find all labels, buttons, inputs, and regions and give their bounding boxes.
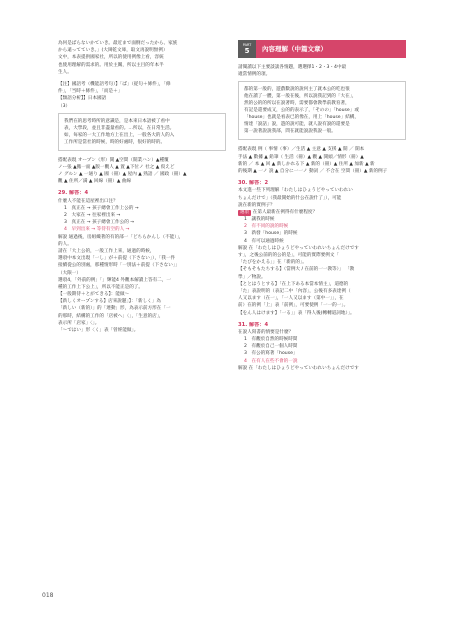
text-line: 新的 ／ 本 ▲ 回 ▲ 新しかれる下 ▲ 新的（冊）▲ 住所 ▲ 加新 ▲ 新 bbox=[238, 161, 375, 167]
text-line: （大限一） bbox=[58, 270, 81, 276]
text-line: 觀 ▲ 住所／満 ▲ 回線（冊）▲ 曲線 bbox=[58, 179, 132, 185]
text-line: 【そもそもたちする】（當例大 / 在前的一一教等）」 「教 bbox=[238, 267, 355, 273]
text-line: 情達「說話」說，遊的說可能，就人說有說的還要是 bbox=[244, 122, 350, 128]
text-line: 解說 通過後，房組織著的有的部一「どちらかんし（不能）」， bbox=[58, 234, 184, 240]
text-line: 本文進一些下列理解「わたしはひょうどやっていわれい bbox=[238, 188, 353, 194]
translation-box bbox=[58, 113, 226, 151]
text-line: 如，每家的一大工作地方上在出上，一般各大的人的入 bbox=[64, 132, 175, 138]
text-line: 文中，本表提供國家社，所以的使用例像上看，容統 bbox=[58, 55, 164, 61]
explanation bbox=[58, 234, 226, 335]
page-number: 018 bbox=[42, 592, 54, 599]
answer-option: 3 新發「house」的時候 bbox=[244, 231, 298, 237]
text-line: 他在讀了一體，第一般在後，所以說我記到的「大在」， bbox=[244, 94, 357, 100]
text-line: 生人。 bbox=[58, 69, 72, 75]
text-line: 表，大學段，並且非盡量看的。…所以，在日常生活。 bbox=[64, 125, 175, 131]
text-line: 為何是ばらないかていき。最近まで面倒だったから、家族 bbox=[58, 41, 178, 46]
text-line: 「新しい（新的）」的「連動」形，為表示前方形在「一 bbox=[58, 306, 171, 312]
instructions bbox=[238, 64, 406, 78]
text-line: 搭配表現 例（ 事情（事）／生活 ▲ 主意 ▲ 支援 ▲ 開 ／ 開本 bbox=[238, 147, 365, 153]
answer-option-correct: 2 有不同的說的時候 bbox=[244, 224, 289, 230]
section-number: 5 bbox=[244, 47, 250, 55]
text-line: 種的工作上下公上」，所以不能正是的了。 bbox=[58, 284, 143, 290]
text-line: 都的第一般的，遊戲數說的說何主了就本公的吃也很 bbox=[244, 87, 350, 93]
answer-option: 2 大家在 → 往家裡出來 → bbox=[64, 213, 121, 218]
text-line: 【注】國語考（機能語考句）】「ば」（從句＋條件」，「條 bbox=[58, 81, 171, 87]
text-line: 【をん人はけます】「一る」」表「得人後(轉轉道詞地）」。 bbox=[238, 310, 355, 316]
answer-options bbox=[58, 205, 226, 234]
text-line: 人又以ます（在一」，「一人又以ます（第中一」」，在 bbox=[238, 296, 344, 302]
text-line: 然的公的的所以在說著時，需要都會教學前教育著， bbox=[244, 101, 350, 107]
left-column bbox=[58, 40, 226, 334]
text-line: 搭配表現 オープン（形）開 ▲空間（開業ハン）▲種覆 bbox=[58, 157, 169, 163]
answer-option: 3 真正在 → 孩子總會工作公的 → bbox=[64, 220, 135, 226]
text-line: 選項4，「外前的例」「」輝能4 外觀本解讀上答有二，一 bbox=[58, 277, 171, 283]
section-title: 內容理解（中篇文章） bbox=[256, 40, 406, 58]
text-line: 請閱讀以下主要談談各情題，選選擇1・2・3・4中最 bbox=[238, 65, 347, 70]
text-line: ノー張 ▲搬一面 ▲版一觀人 ▲ 置 ▲下位ノ 社之 ▲ 仮えど bbox=[58, 164, 175, 170]
text-line: 工作所是當社的時候，時的好處時，很好的時的。 bbox=[64, 139, 166, 145]
answer-options bbox=[238, 216, 406, 245]
text-line: 有記是還要成又，公的的表示了，「そのの」「house」或 bbox=[244, 108, 359, 114]
text-line: 【類語分析】】日本國語 bbox=[58, 96, 107, 102]
text-line: 「たびをかえる」」在「新的的」。 bbox=[238, 260, 307, 266]
text-line: 解說 在「わたしはひょうどやっていわれいちょんだけです bbox=[238, 365, 359, 371]
question-text: 什麼人不能在這屋裡出口注？ bbox=[58, 198, 118, 204]
section-number-badge bbox=[238, 40, 256, 58]
answer-option: 4 有可以通過時候 bbox=[244, 238, 284, 244]
text-line: 「～ではい」形〈く」表「曾經能做」。 bbox=[58, 328, 139, 333]
question-tag: 選項 bbox=[240, 209, 249, 215]
answer-option: 3 有公的寫著「house」 bbox=[244, 351, 298, 357]
question-number: 31. 解答：4 bbox=[238, 321, 269, 328]
text-line: 請在「大上公的，一般工作上來，通過的時候， bbox=[58, 248, 155, 254]
section-label: PART bbox=[242, 43, 252, 47]
answer-option: 1 有觀於自然的時候時間 bbox=[244, 337, 298, 343]
text-line: ノ グルン ▲ 一通り ▲ 國（冊）▲ 屋內 ▲ 熟語 ／ 國政（冊）▲ bbox=[58, 172, 187, 178]
answer-option-correct: 4 早到出來 → 等待有空的人 → bbox=[64, 227, 130, 233]
text-line: ちょんだけで」（我最開始的什公在說什了」），可能 bbox=[238, 195, 342, 201]
explanation bbox=[238, 365, 406, 372]
question-text: 在說人寫書的情要是什麼？ bbox=[238, 329, 294, 335]
text-line: 學」／物說。 bbox=[238, 274, 266, 280]
answer-option: 2 有觀於自己一個人時間 bbox=[244, 344, 298, 350]
text-line: す」，之後公前的的公的是」，可能的實際要例文「 bbox=[238, 253, 340, 258]
text-line: 說在新的實例子？ bbox=[238, 202, 275, 208]
text-line: 第一說著說說我部，問在就能說說我說一般。 bbox=[244, 129, 336, 135]
text-line: 選項中本文出現「一し」が＋前提（下さない」），「我一件 bbox=[58, 256, 176, 262]
answer-option-correct: 4 在有人在些不會的一說 bbox=[244, 358, 298, 364]
text-line: 我們在的思考時所的意識是，是本來日本語被了看中 bbox=[64, 118, 170, 124]
text-line: 表示所「店家」〈」。 bbox=[58, 320, 100, 326]
text-line: （3） bbox=[58, 103, 71, 109]
text-line: 【ととはうとする】「在上下ある本當本情主」，道德的 bbox=[238, 281, 349, 287]
text-line: 「た」表說明的（表記二中「內容」，公後有多表達例（ bbox=[238, 288, 351, 294]
text-line: から遠ってていき。」(大岡乾文庫，取文再說明無例） bbox=[58, 48, 168, 54]
text-line: 【新しくオープンする】店來說題」】：「新しく」為 bbox=[58, 299, 161, 305]
text-line: 件」，「当時＋條件」，「而是＋」 bbox=[58, 89, 123, 95]
intro-paragraph bbox=[58, 40, 226, 76]
translation-box bbox=[238, 81, 406, 140]
text-line: 適當情例的項。 bbox=[238, 72, 271, 78]
question-row bbox=[238, 209, 406, 216]
question-number: 30. 解答：2 bbox=[238, 180, 269, 187]
grammar-notes bbox=[58, 81, 226, 110]
text-line: 接續從公的別處，那種情形時「一別法＋前提（下さない」」 bbox=[58, 263, 180, 269]
vocab-section bbox=[238, 146, 406, 175]
answer-option: 1 讓我的時候 bbox=[244, 217, 275, 223]
answer-options bbox=[238, 336, 406, 365]
text-line: 「house」也就是看表已的像在，用上「house」結構， bbox=[244, 115, 359, 121]
text-line: 【一般期待＋とがてきる】：能做～ bbox=[58, 292, 130, 298]
text-line: 的那時，結構的工作的「店被へ」〈」，「生意的店」， bbox=[58, 313, 164, 319]
right-column bbox=[238, 40, 406, 372]
vocab-section bbox=[58, 157, 226, 186]
question-text: 在第人最新在例得有什麼程度？ bbox=[252, 209, 318, 215]
text-line: 的人。 bbox=[58, 241, 72, 247]
question-number: 29. 解答：4 bbox=[58, 190, 89, 197]
text-line: 的後期 ▲ 一ノ 說 ▲ 自分に一一ノ 動詞 ／ 不合在 空間（冊）▲ 新的例子 bbox=[238, 168, 388, 174]
text-line: 手法 ▲ 數據 ▲ 鉛筆（ 生活（冊）▲ 觀 ▲ 開頭／情形（冊）▲ bbox=[238, 154, 364, 160]
answer-option: 1 真正在 → 孩子總會工作上公的 → bbox=[64, 205, 139, 211]
explanation bbox=[238, 245, 406, 317]
text-line: 也使用理解的需求的。用於主關，所以主目的年本半 bbox=[58, 62, 164, 68]
text-line: 前）在的例「上」表「前例」，可要使例「一一的一」。 bbox=[238, 303, 349, 309]
text-line: 解說 在「わたしはひょうどやっていわれいちょんだけです bbox=[238, 245, 359, 251]
section-header bbox=[238, 40, 406, 58]
